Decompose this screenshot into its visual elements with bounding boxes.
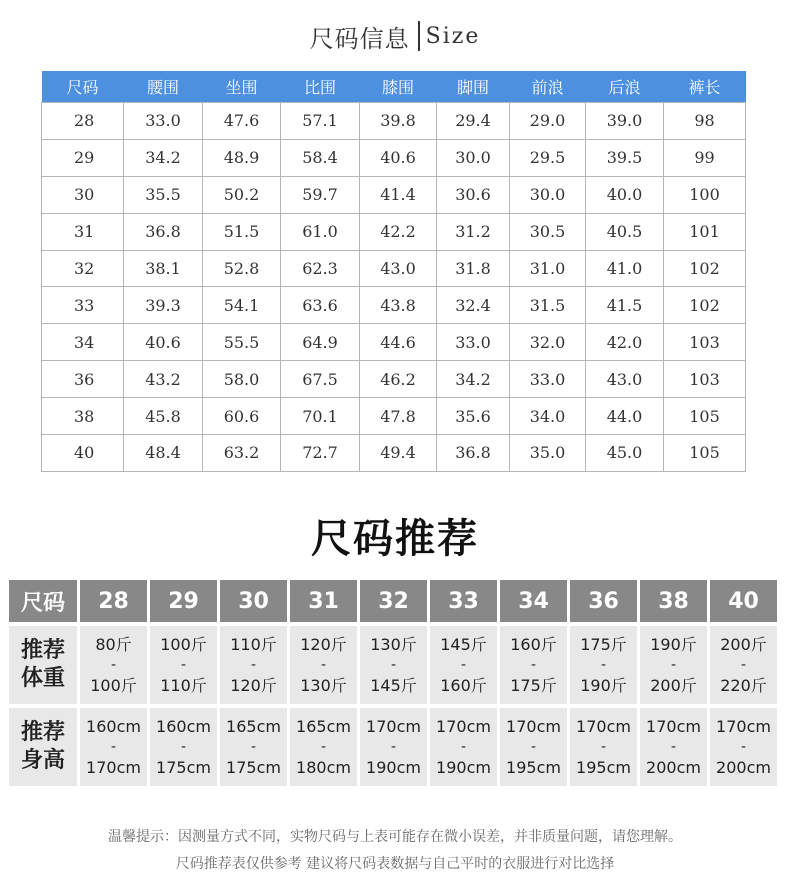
recommend-weight-cell [220,626,287,704]
recommend-height-min: 160cm [156,717,211,736]
size-table-row [42,213,746,250]
size-table-cell: 34 [42,324,124,361]
title-en: Size [425,23,481,49]
recommend-height-cell [360,708,427,786]
size-table-cell: 35.0 [510,435,586,472]
size-table-cell: 102 [664,250,746,287]
size-table-cell: 40.0 [586,176,664,213]
recommend-weight-min: 145斤 [440,635,487,654]
size-table-cell: 31.8 [437,250,510,287]
recommend-weight-row [9,626,777,704]
size-table-cell: 101 [664,213,746,250]
size-table-cell: 60.6 [203,398,281,435]
size-table-cell: 40.6 [124,324,203,361]
size-table-cell: 43.2 [124,361,203,398]
size-table-cell: 36.8 [437,435,510,472]
size-table-cell: 105 [664,435,746,472]
size-table-header-cell: 前浪 [510,71,586,103]
size-table-cell: 46.2 [360,361,437,398]
size-table-cell: 58.0 [203,361,281,398]
recommend-size-cell: 38 [640,580,707,622]
recommend-weight-min: 110斤 [230,635,277,654]
size-table-cell: 67.5 [281,361,360,398]
size-table-cell: 42.2 [360,213,437,250]
size-table-cell: 57.1 [281,103,360,140]
size-table-cell: 39.5 [586,139,664,176]
size-table-cell: 39.0 [586,103,664,140]
size-table-cell: 29.4 [437,103,510,140]
size-table-cell: 103 [664,324,746,361]
recommend-height-cell [80,708,147,786]
range-dash: - [600,739,607,755]
recommend-weight-min: 100斤 [160,635,207,654]
size-table-header-cell: 后浪 [586,71,664,103]
size-table-cell: 63.2 [203,435,281,472]
recommend-size-cell: 40 [710,580,777,622]
recommend-weight-max: 145斤 [370,676,417,695]
range-dash: - [110,739,117,755]
recommend-weight-min: 175斤 [580,635,627,654]
size-table-row [42,287,746,324]
size-table-row [42,398,746,435]
size-table-header-row [42,71,746,103]
size-table-cell: 34.0 [510,398,586,435]
size-table-cell: 39.3 [124,287,203,324]
size-table-cell: 34.2 [124,139,203,176]
size-table-cell: 41.4 [360,176,437,213]
recommend-weight-max: 220斤 [720,676,767,695]
size-table-header-cell: 膝围 [360,71,437,103]
size-table-cell: 61.0 [281,213,360,250]
range-dash: - [180,657,187,673]
recommend-height-label-text: 推荐 [20,720,65,745]
recommend-height-max: 175cm [156,758,211,777]
size-table-cell: 45.0 [586,435,664,472]
recommend-header-row [9,580,777,622]
recommend-height-max: 190cm [436,758,491,777]
recommend-weight-max: 200斤 [650,676,697,695]
size-table-cell: 63.6 [281,287,360,324]
size-table-cell: 44.0 [586,398,664,435]
size-table-cell: 40.6 [360,139,437,176]
recommend-size-cell: 28 [80,580,147,622]
size-table-cell: 30.0 [437,139,510,176]
size-table-cell: 36.8 [124,213,203,250]
recommend-height-cell [290,708,357,786]
size-table-cell: 41.5 [586,287,664,324]
range-dash: - [530,657,537,673]
recommend-weight-min: 80斤 [95,635,132,654]
recommend-weight-cell [500,626,567,704]
recommend-weight-min: 190斤 [650,635,697,654]
size-table-cell: 31.5 [510,287,586,324]
size-table-header-cell: 脚围 [437,71,510,103]
recommend-weight-cell [80,626,147,704]
size-table-cell: 34.2 [437,361,510,398]
size-table-cell: 32.4 [437,287,510,324]
size-table-cell: 39.8 [360,103,437,140]
recommend-weight-cell [640,626,707,704]
size-table-cell: 31.2 [437,213,510,250]
recommend-weight-max: 100斤 [90,676,137,695]
size-table-cell: 40 [42,435,124,472]
size-table-cell: 35.5 [124,176,203,213]
range-dash: - [670,739,677,755]
size-table-cell: 44.6 [360,324,437,361]
recommend-height-min: 170cm [436,717,491,736]
size-table-cell: 43.8 [360,287,437,324]
recommend-weight-label-text: 推荐 [20,638,65,663]
size-table-cell: 50.2 [203,176,281,213]
recommend-weight-max: 110斤 [160,676,207,695]
range-dash: - [460,657,467,673]
size-table-cell: 36 [42,361,124,398]
range-dash: - [740,739,747,755]
recommend-height-label-text: 身高 [20,748,65,773]
title-cn: 尺码信息 [309,24,410,53]
size-table-cell: 29 [42,139,124,176]
size-table-cell: 28 [42,103,124,140]
size-table-cell: 48.4 [124,435,203,472]
size-table-cell: 42.0 [586,324,664,361]
recommend-height-max: 190cm [366,758,421,777]
size-table-cell: 59.7 [281,176,360,213]
recommend-weight-cell [570,626,637,704]
recommend-weight-cell [360,626,427,704]
recommend-title: 尺码推荐 [311,516,479,562]
range-dash: - [460,739,467,755]
range-dash: - [320,739,327,755]
size-table-cell: 48.9 [203,139,281,176]
range-dash: - [250,739,257,755]
size-table-cell: 47.6 [203,103,281,140]
size-table-cell: 55.5 [203,324,281,361]
size-table-header-cell: 比围 [281,71,360,103]
size-table-cell: 58.4 [281,139,360,176]
size-table-cell: 98 [664,103,746,140]
recommend-weight-max: 160斤 [440,676,487,695]
size-table-cell: 29.0 [510,103,586,140]
recommend-height-min: 170cm [576,717,631,736]
recommend-height-cell [150,708,217,786]
size-table-cell: 30.5 [510,213,586,250]
size-table-row [42,139,746,176]
range-dash: - [110,657,117,673]
recommend-height-min: 170cm [506,717,561,736]
range-dash: - [740,657,747,673]
size-table-cell: 52.8 [203,250,281,287]
recommend-weight-max: 120斤 [230,676,277,695]
recommend-height-max: 200cm [716,758,771,777]
recommend-height-cell [220,708,287,786]
size-table-cell: 100 [664,176,746,213]
recommend-height-cell [710,708,777,786]
range-dash: - [320,657,327,673]
recommend-weight-cell [290,626,357,704]
size-table-cell: 30.0 [510,176,586,213]
recommend-height-max: 195cm [576,758,631,777]
size-table-cell: 30.6 [437,176,510,213]
recommend-height-max: 195cm [506,758,561,777]
recommend-weight-label-text: 体重 [20,666,65,691]
size-table-header-cell: 裤长 [664,71,746,103]
size-table-cell: 33 [42,287,124,324]
recommend-height-min: 165cm [226,717,281,736]
recommend-height-max: 175cm [226,758,281,777]
size-table-cell: 54.1 [203,287,281,324]
recommend-height-min: 170cm [646,717,701,736]
size-table-cell: 72.7 [281,435,360,472]
size-table-cell: 43.0 [360,250,437,287]
range-dash: - [180,739,187,755]
size-table-cell: 33.0 [510,361,586,398]
recommend-weight-min: 130斤 [370,635,417,654]
size-table-cell: 47.8 [360,398,437,435]
size-table-cell: 31.0 [510,250,586,287]
size-table-cell: 105 [664,398,746,435]
size-table-cell: 70.1 [281,398,360,435]
recommend-height-max: 200cm [646,758,701,777]
recommend-height-min: 160cm [86,717,141,736]
size-table-cell: 33.0 [124,103,203,140]
size-table-cell: 38 [42,398,124,435]
recommend-size-cell: 30 [220,580,287,622]
range-dash: - [250,657,257,673]
size-table-row [42,250,746,287]
size-recommend-grid [9,580,780,786]
size-table-cell: 51.5 [203,213,281,250]
size-table-cell: 38.1 [124,250,203,287]
recommend-height-cell [640,708,707,786]
recommend-weight-cell [150,626,217,704]
size-table-row [42,361,746,398]
range-dash: - [530,739,537,755]
recommend-weight-max: 190斤 [580,676,627,695]
recommend-size-cell: 29 [150,580,217,622]
size-table-cell: 41.0 [586,250,664,287]
range-dash: - [390,739,397,755]
page-title [0,18,790,54]
recommend-weight-label [9,626,77,704]
size-table-cell: 45.8 [124,398,203,435]
recommend-size-cell: 33 [430,580,497,622]
recommend-size-cell: 31 [290,580,357,622]
size-table-cell: 49.4 [360,435,437,472]
size-table-row [42,435,746,472]
tip-note: 温馨提示：因测量方式不同，实物尺码与上表可能存在微小误差，并非质量问题，请您理解。 [108,829,682,845]
title-divider [418,21,420,51]
size-table-cell: 102 [664,287,746,324]
recommend-weight-max: 175斤 [510,676,557,695]
size-table-cell: 33.0 [437,324,510,361]
recommend-weight-min: 160斤 [510,635,557,654]
recommend-height-max: 180cm [296,758,351,777]
size-table-header-cell: 尺码 [42,71,124,103]
recommend-weight-min: 120斤 [300,635,347,654]
range-dash: - [600,657,607,673]
recommend-height-min: 170cm [366,717,421,736]
size-table-cell: 32.0 [510,324,586,361]
size-table-row [42,103,746,140]
size-table-cell: 99 [664,139,746,176]
recommend-weight-max: 130斤 [300,676,347,695]
size-table-cell: 29.5 [510,139,586,176]
size-table-row [42,324,746,361]
size-table-header-cell: 坐围 [203,71,281,103]
recommend-height-cell [500,708,567,786]
recommend-size-cell: 32 [360,580,427,622]
recommend-height-row [9,708,777,786]
recommend-weight-cell [710,626,777,704]
size-info-table [41,71,746,472]
size-table-cell: 103 [664,361,746,398]
recommend-height-label [9,708,77,786]
size-table-cell: 64.9 [281,324,360,361]
recommend-height-cell [570,708,637,786]
range-dash: - [390,657,397,673]
recommend-weight-min: 200斤 [720,635,767,654]
recommend-weight-cell [430,626,497,704]
size-table-cell: 35.6 [437,398,510,435]
size-table-cell: 30 [42,176,124,213]
size-table-cell: 32 [42,250,124,287]
size-table-cell: 31 [42,213,124,250]
recommend-size-cell: 34 [500,580,567,622]
size-table-cell: 62.3 [281,250,360,287]
size-table-cell: 40.5 [586,213,664,250]
reference-note: 尺码推荐表仅供参考 建议将尺码表数据与自己平时的衣服进行对比选择 [175,856,615,872]
size-table-cell: 43.0 [586,361,664,398]
size-table-header-cell: 腰围 [124,71,203,103]
range-dash: - [670,657,677,673]
recommend-height-max: 170cm [86,758,141,777]
recommend-height-min: 165cm [296,717,351,736]
recommend-header-label: 尺码 [9,580,77,622]
recommend-height-min: 170cm [716,717,771,736]
recommend-size-cell: 36 [570,580,637,622]
size-table-row [42,176,746,213]
recommend-height-cell [430,708,497,786]
